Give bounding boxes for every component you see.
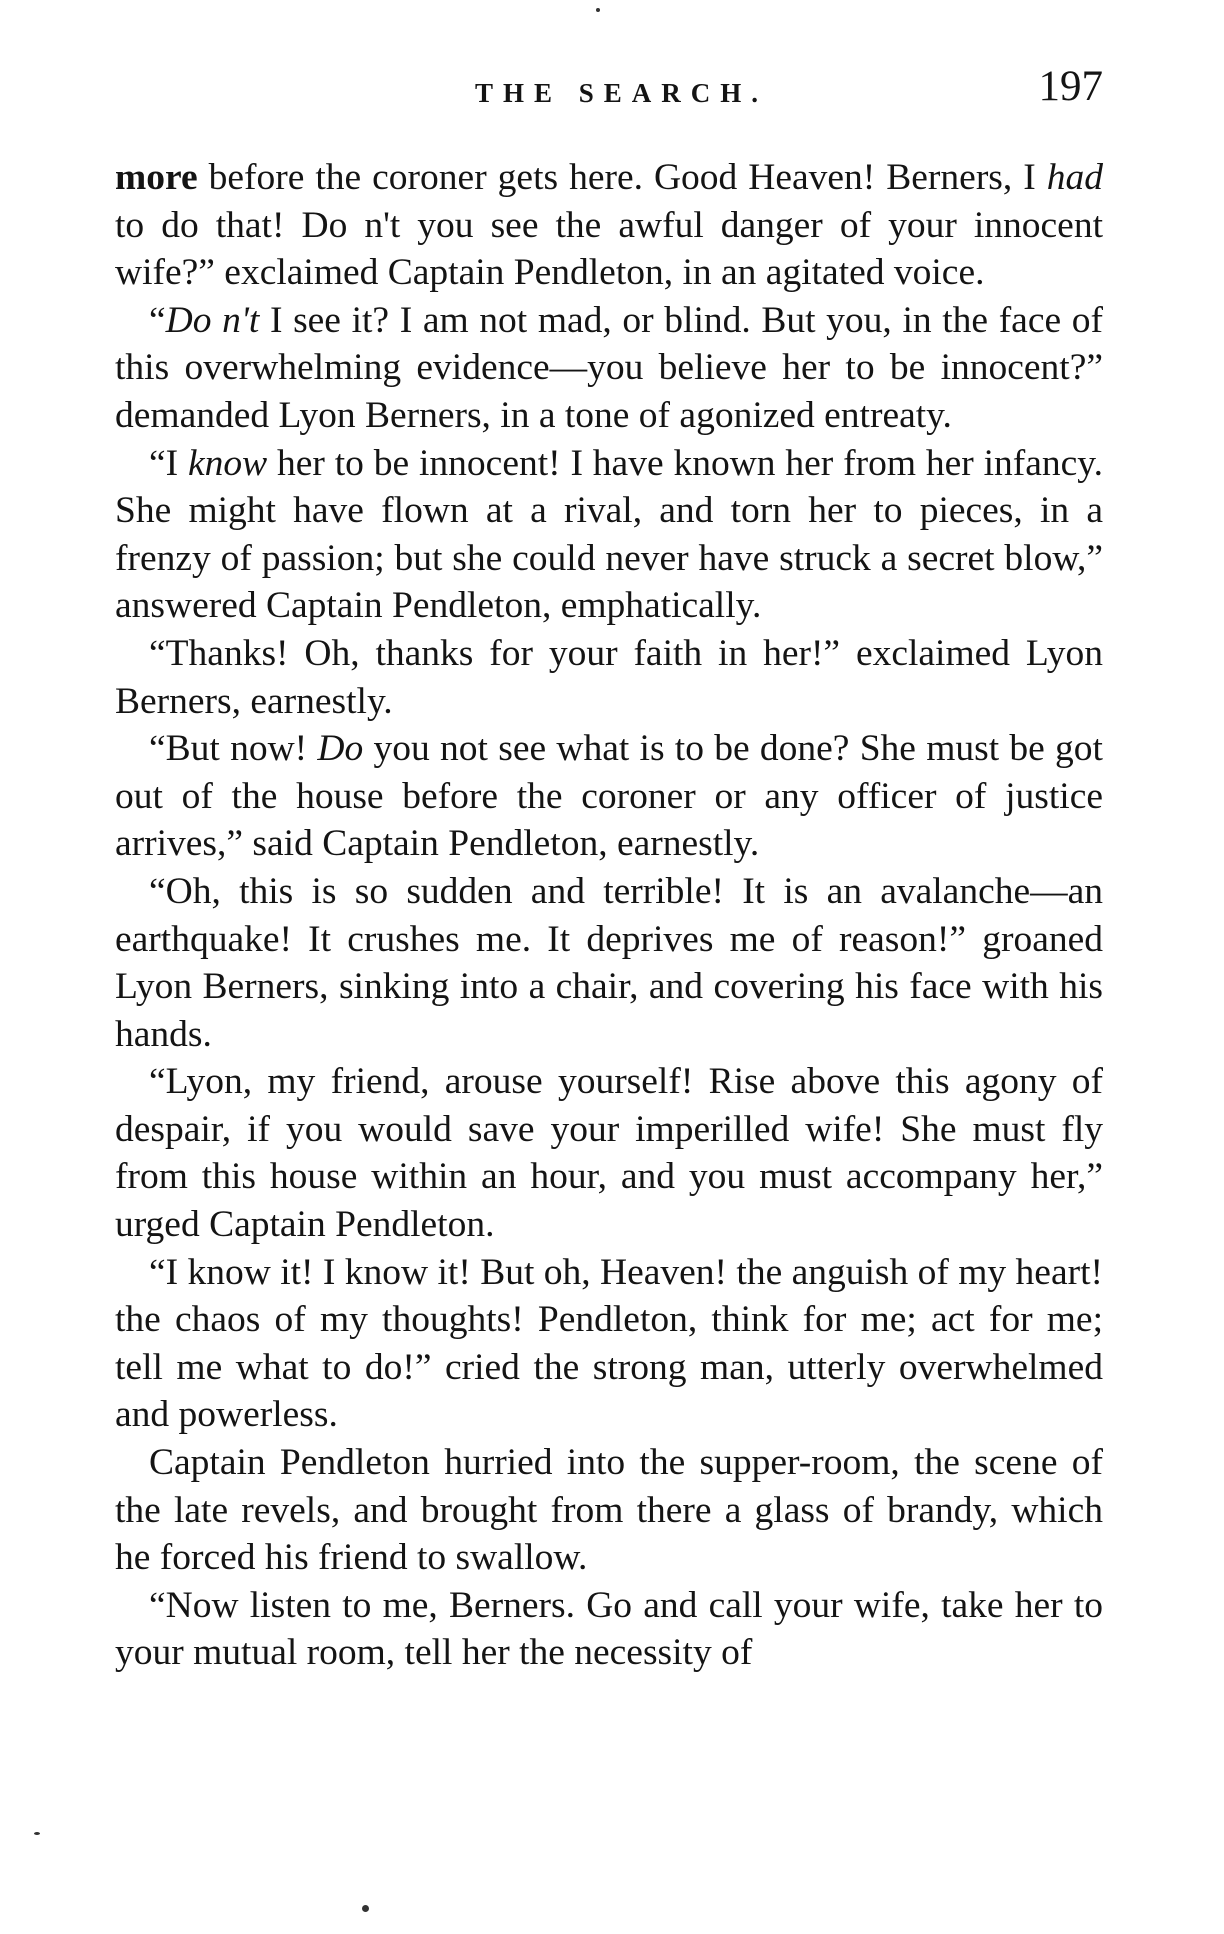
text-run: “Lyon, my friend, arouse yourself! Rise above this agony of despair, if you would save your imperilled wife! She must fly from this house within an hour, and you must accompany her,” urged Captain Pendleton.	[115, 1061, 1103, 1246]
paragraph	[115, 297, 1103, 440]
running-head: THE SEARCH.	[475, 78, 769, 108]
page-header	[115, 62, 1103, 122]
text-run: before the coroner gets here. Good Heaven! Berners, I	[197, 157, 1047, 198]
paragraph	[115, 630, 1103, 725]
text-run: “Thanks! Oh, thanks for your faith in her!” exclaimed Lyon Berners, earnestly.	[115, 632, 1103, 722]
text-run: “Oh, this is so sudden and terrible! It is an avalanche—an earthquake! It crushes me. It deprives me of reason!” groaned Lyon Berners, sinking into a chair, and covering his face with his hands.	[115, 870, 1103, 1055]
paragraph	[115, 1249, 1103, 1439]
paragraph	[115, 868, 1103, 1058]
text-run: Captain Pendleton hurried into the supper-room, the scene of the late revels, and brought from there a glass of brandy, which he forced his friend to swallow.	[115, 1442, 1103, 1579]
paragraph	[115, 1439, 1103, 1582]
text-run: “I know it! I know it! But oh, Heaven! the anguish of my heart! the chaos of my thoughts! Pendleton, think for me; act for me; tell me what to do!” cried the strong man, utterly overwhelmed and powerless.	[115, 1251, 1103, 1436]
paragraph	[115, 154, 1103, 297]
body-text	[115, 154, 1103, 1677]
text-run: “	[149, 299, 166, 341]
print-speck	[362, 1905, 369, 1912]
text-run: I see it? I am not mad, or blind. But you, in the face of this overwhelming evidence—you believe her to be innocent?” demanded Lyon Berners, in a tone of agonized entreaty.	[115, 299, 1103, 436]
text-run: to do that! Do n't you see the awful danger of your innocent wife?” exclaimed Captain Pendleton, in an agitated voice.	[115, 204, 1103, 294]
paragraph	[115, 440, 1103, 630]
emphasis: had	[1046, 157, 1103, 198]
paragraph	[115, 1058, 1103, 1248]
paragraph	[115, 1582, 1103, 1677]
emphasis: Do	[317, 728, 364, 770]
text-run: “But now!	[149, 728, 318, 770]
text-run: you not see what is to be done? She must be got out of the house before the coroner or any officer of justice arrives,” said Captain Pendleton, earnestly.	[115, 728, 1103, 865]
emphasis: know	[187, 442, 268, 484]
print-speck	[596, 8, 600, 12]
paragraph	[115, 725, 1103, 868]
text-run: “Now listen to me, Berners. Go and call your wife, take her to your mutual room, tell her the necessity of	[115, 1584, 1103, 1674]
text-run: her to be innocent! I have known her from her infancy. She might have flown at a rival, and torn her to pieces, in a frenzy of passion; but she could never have struck a secret blow,” answered Captain Pendleton, emphatically.	[115, 442, 1103, 627]
text-run: “I	[149, 442, 188, 484]
strong-word: more	[115, 157, 198, 198]
print-speck	[34, 1832, 40, 1835]
page-number: 197	[1038, 63, 1103, 110]
emphasis: Do n't	[165, 299, 260, 341]
